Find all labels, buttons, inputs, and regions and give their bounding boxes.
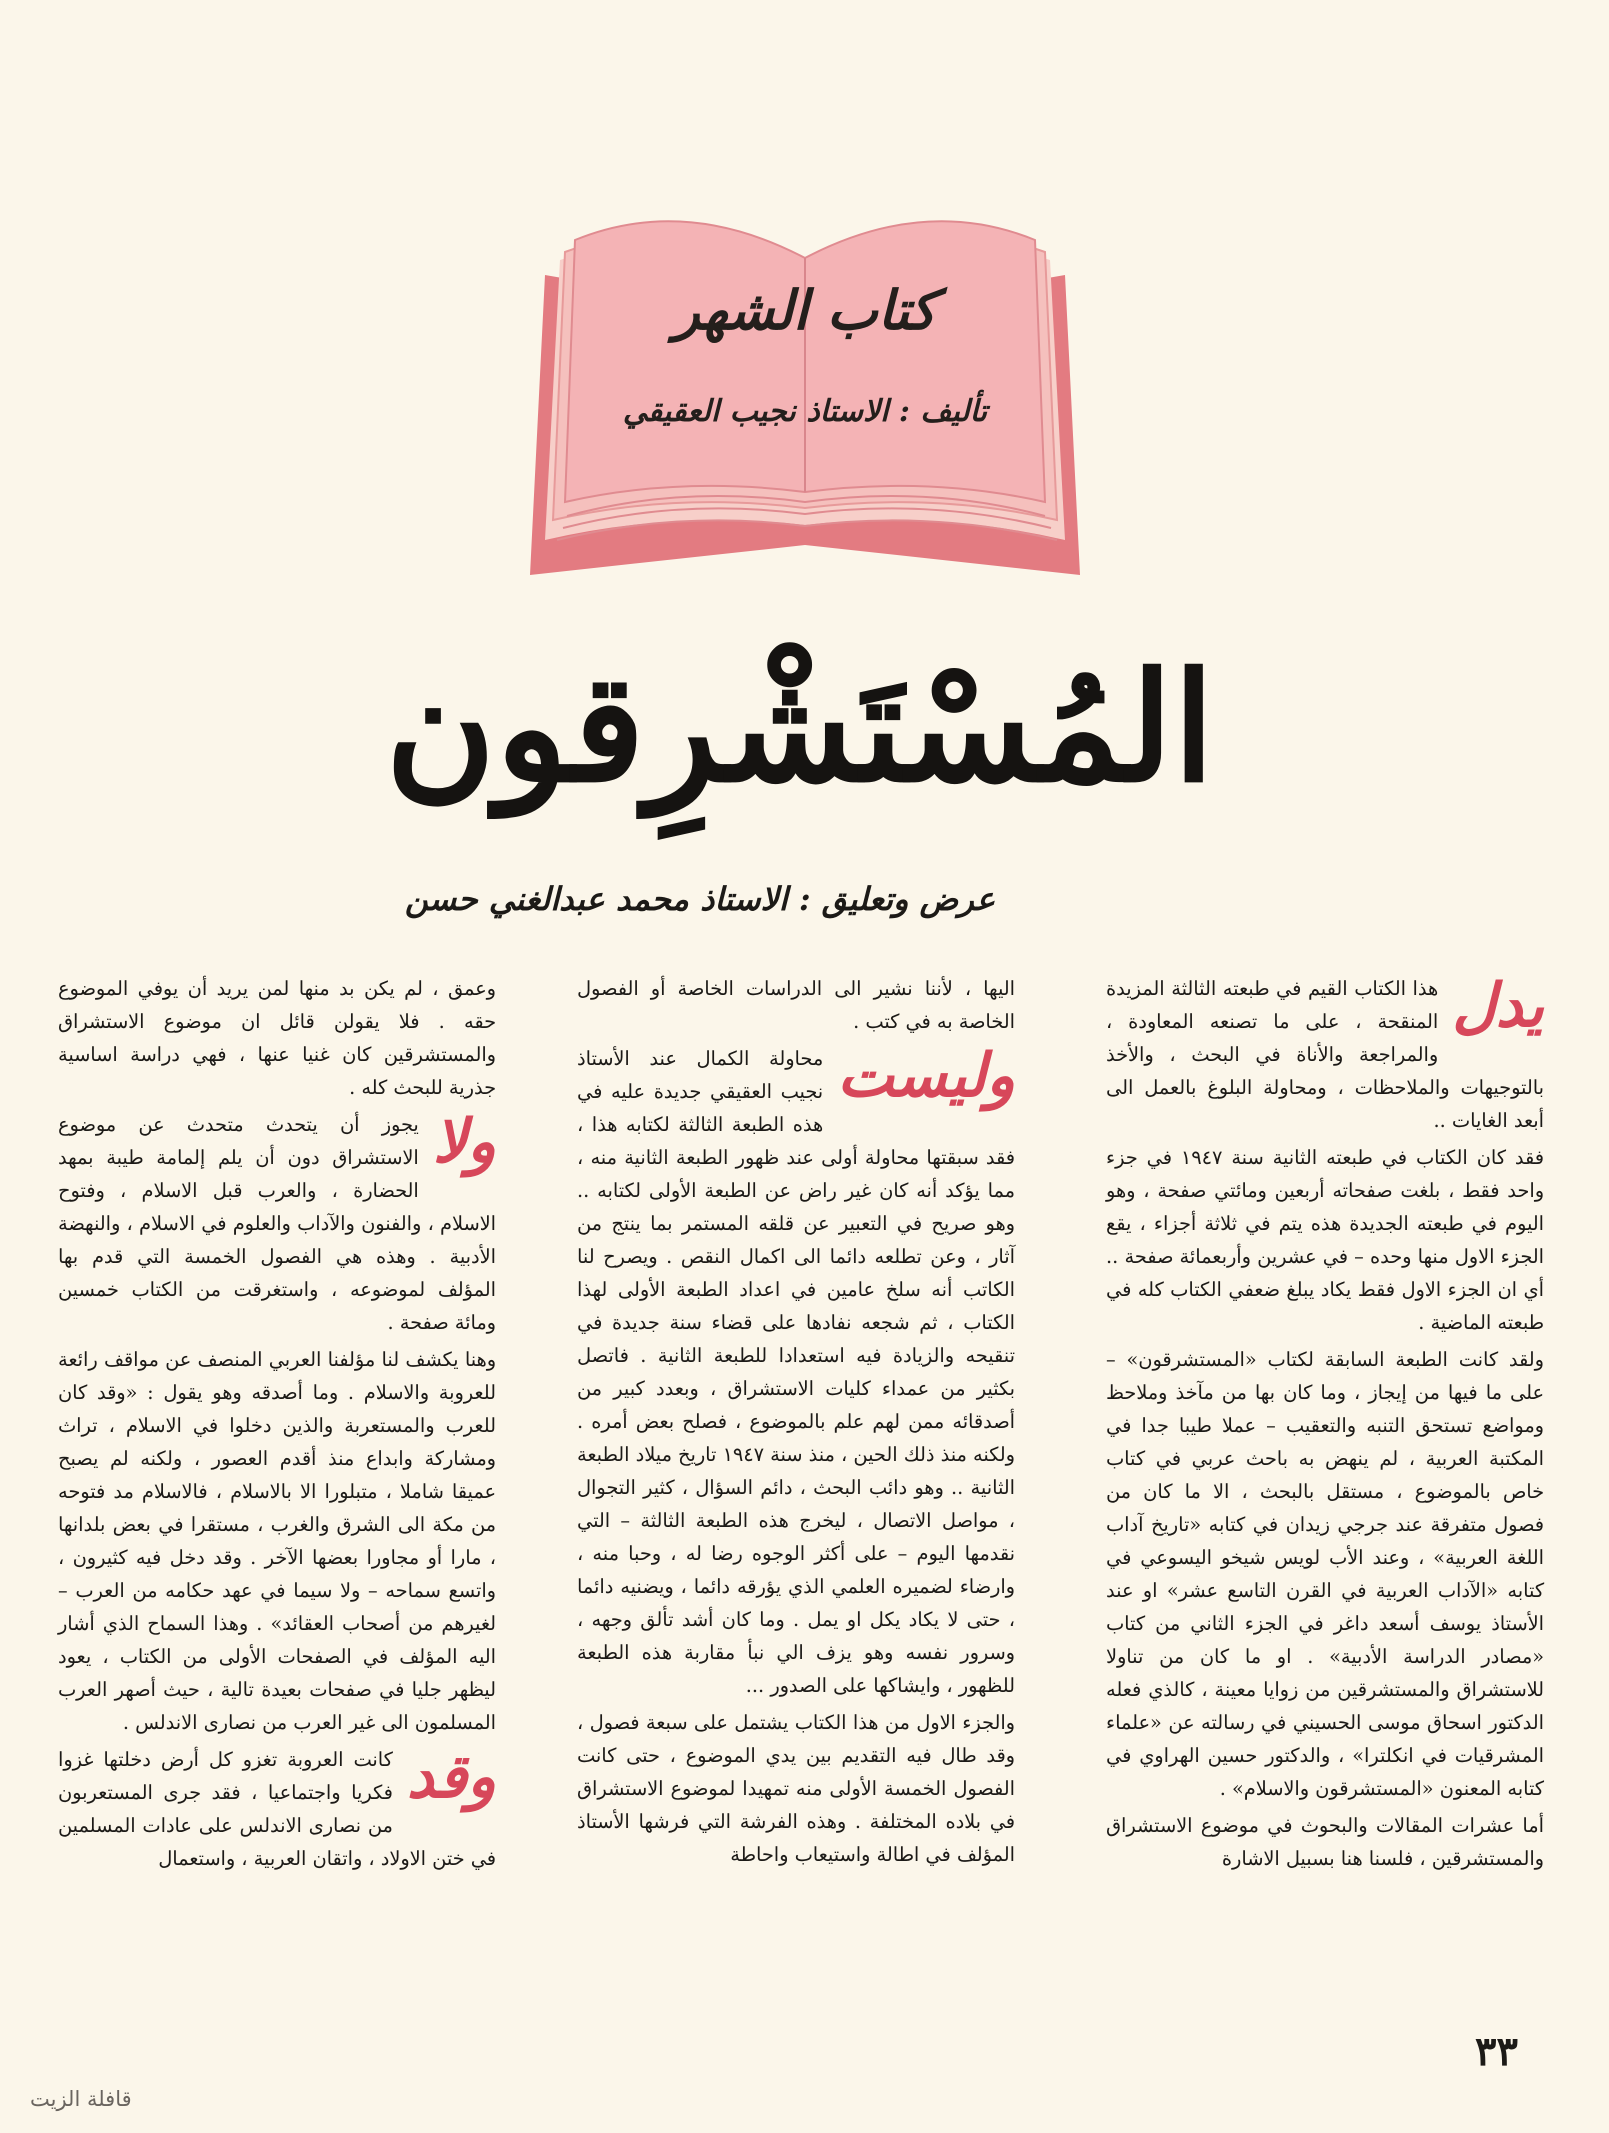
paragraph: أما عشرات المقالات والبحوث في موضوع الاستشراق والمستشرقين ، فلسنا هنا بسبيل الاشارة: [1106, 1814, 1544, 1870]
open-book-icon: [505, 180, 1105, 580]
paragraph: اليها ، لأننا نشير الى الدراسات الخاصة أو الفصول الخاصة به في كتب .: [577, 977, 1015, 1033]
article-byline: عرض وتعليق : الاستاذ محمد عبدالغني حسن: [404, 880, 996, 918]
page-number: ٣٣: [1475, 2028, 1518, 2075]
book-of-month-title: كتاب الشهر: [673, 278, 937, 342]
paragraph: وعمق ، لم يكن بد منها لمن يريد أن يوفي الموضوع حقه . فلا يقولن قائل ان موضوع الاستشراق والمستشرقين كان غنيا عنها ، فهي دراسة اساسية جذرية للبحث كله .: [58, 977, 496, 1099]
book-of-the-month-emblem: [505, 180, 1105, 580]
paragraph: فقد كان الكتاب في طبعته الثانية سنة ١٩٤٧ في جزء واحد فقط ، بلغت صفحاته أربعين ومائتي صفحة ، وهو اليوم في طبعته الجديدة هذه يتم في ثلاثة أجزاء ، يقع الجزء الاول منها وحده – في عشرين وأربعمائة صفحة .. أي ان الجزء الاول فقط يكاد يبلغ ضعفي الكتاب كله في طبعته الماضية .: [1106, 1146, 1544, 1334]
paragraph: وهنا يكشف لنا مؤلفنا العربي المنصف عن مواقف رائعة للعروبة والاسلام . وما أصدقه وهو يقول : «وقد كان للعرب والمستعربة والذين دخلوا في الاسلام ، تراث ومشاركة وابداع منذ أقدم العصور ، ولكنه لم يصبح عميقا شاملا ، متبلورا الا بالاسلام ، فالاسلام مد فتوحه من مكة الى الشرق والغرب ، مستقرا في بعض بلدانها ، مارا أو مجاورا بعضها الآخر . وقد دخل فيه كثيرون ، واتسع سماحه – ولا سيما في عهد حكامه من العرب – لغيرهم من أصحاب العقائد» . وهذا السماح الذي أشار اليه المؤلف في الصفحات الأولى من الكتاب ، يعود ليظهر جليا في صفحات بعيدة تالية ، حيث أصهر العرب المسلمون الى غير العرب من نصارى الاندلس .: [58, 1348, 496, 1734]
text-column-middle: [577, 972, 1015, 1875]
text-column-left: [58, 972, 496, 1879]
book-author: تأليف : الاستاذ نجيب العقيقي: [622, 394, 988, 429]
paragraph: ولقد كانت الطبعة السابقة لكتاب «المستشرقون» – على ما فيها من إيجاز ، وما كان بها من مآخذ وملاحظ ومواضع تستحق التنبه والتعقيب – عملا طيبا جدا في المكتبة العربية ، لم ينهض به باحث عربي في كتاب خاص بالموضوع ، مستقل بالبحث ، الا ما كان من فصول متفرقة عند جرجي زيدان في كتابه «تاريخ آداب اللغة العربية» ، وعند الأب لويس شيخو اليسوعي في كتابه «الآداب العربية في القرن التاسع عشر» او عند الأستاذ يوسف أسعد داغر في الجزء الثاني من كتاب «مصادر الدراسة الأدبية» . او ما كان من تناولا للاستشراق والمستشرقين من زوايا معينة ، كالذي فعله الدكتور اسحاق موسى الحسيني في رسالته عن «علماء المشرقيات في انكلترا» ، والدكتور حسين الهراوي في كتابه المعنون «المستشرقون والاسلام» .: [1106, 1348, 1544, 1800]
text-column-right: [1106, 972, 1544, 1879]
dropcap: ولا: [432, 1107, 496, 1177]
paragraph: يجوز أن يتحدث متحدث عن موضوع الاستشراق دون أن يلم إلمامة طيبة بمهد الحضارة ، والعرب قبل الاسلام ، وفتوح الاسلام ، والفنون والآداب والعلوم في الاسلام ، والنهضة الأدبية . وهذه هي الفصول الخمسة التي قدم بها المؤلف لموضوعه ، واستغرقت من الكتاب خمسين ومائة صفحة .: [58, 1113, 496, 1334]
magazine-name: قافلة الزيت: [30, 2087, 132, 2111]
dropcap: وليست: [837, 1041, 1015, 1111]
dropcap: يدل: [1452, 971, 1544, 1041]
dropcap: وقد: [406, 1742, 496, 1812]
article-title: المُسْتَشْرِقون: [385, 640, 1215, 816]
paragraph: هذا الكتاب القيم في طبعته الثالثة المزيدة المنقحة ، على ما تصنعه المعاودة ، والمراجعة والأناة في البحث ، والأخذ بالتوجيهات والملاحظات ، ومحاولة البلوغ بالعمل الى أبعد الغايات ..: [1106, 977, 1544, 1132]
paragraph: والجزء الاول من هذا الكتاب يشتمل على سبعة فصول ، وقد طال فيه التقديم بين يدي الموضوع ، حتى كانت الفصول الخمسة الأولى منه تمهيدا لموضوع الاستشراق في بلاده المختلفة . وهذه الفرشة التي فرشها الأستاذ المؤلف في اطالة واستيعاب واحاطة: [577, 1711, 1015, 1866]
paragraph: محاولة الكمال عند الأستاذ نجيب العقيقي جديدة عليه في هذه الطبعة الثالثة لكتابه هذا ، فقد سبقتها محاولة أولى عند ظهور الطبعة الثانية منه ، مما يؤكد أنه كان غير راض عن الطبعة الأولى لكتابه .. وهو صريح في التعبير عن قلقه المستمر بما ينتج من آثار ، وعن تطلعه دائما الى اكمال النقص . ويصرح لنا الكاتب أنه سلخ عامين في اعداد الطبعة الأولى لهذا الكتاب ، ثم شجعه نفادها على قضاء سنة جديدة في تنقيحه والزيادة فيه استعدادا للطبعة الثانية . فاتصل بكثير من عمداء كليات الاستشراق ، وبعدد كبير من أصدقائه ممن لهم علم بالموضوع ، فصلح بعض أمره . ولكنه منذ ذلك الحين ، منذ سنة ١٩٤٧ تاريخ ميلاد الطبعة الثانية .. وهو دائب البحث ، دائم السؤال ، كثير التجوال ، مواصل الاتصال ، ليخرج هذه الطبعة الثالثة – التي نقدمها اليوم – على أكثر الوجوه رضا له ، وحبا منه ، وارضاء لضميره العلمي الذي يؤرقه دائما ، ويضنيه دائما ، حتى لا يكاد يكل او يمل . وما كان أشد تألق وجهه ، وسرور نفسه وهو يزف الي نبأ مقاربة هذه الطبعة للظهور ، وايشاكها على الصدور ...: [577, 1047, 1015, 1697]
paragraph: كانت العروبة تغزو كل أرض دخلتها غزوا فكريا واجتماعيا ، فقد جرى المستعربون من نصارى الاندلس على عادات المسلمين في ختن الاولاد ، واتقان العربية ، واستعمال: [58, 1748, 496, 1870]
